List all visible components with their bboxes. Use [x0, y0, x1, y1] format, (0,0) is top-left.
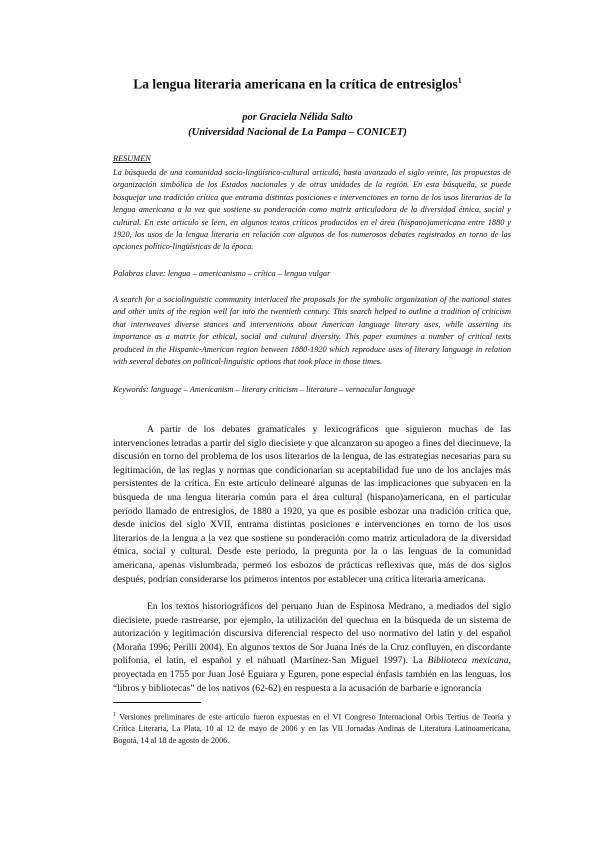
- footnote-mark: 1: [113, 712, 116, 718]
- book-title: Biblioteca mexicana: [427, 655, 509, 667]
- paragraph-text: En los textos historiográficos del peruano Juan de Espinosa Medrano, a mediados del siglo diecisiete, puede rastrearse, por ejemplo, la utilización del quechua en la búsqueda de un sistema de autorización y legitimación discursiva diferencial respecto del uso normativo del latín y del español (Moraña 1996; Perilli 2004). En algunos textos de Sor Juana Inés de la Cruz confluyen, en discordante polifonía, el latín, el español y el náhuatl (Martínez-San Miguel 1997). La: [113, 601, 511, 667]
- body-paragraph: A partir de los debates gramaticales y lexicográficos que siguieron muchas de las intervenciones letradas a partir del siglo diecisiete y que alcanzaron su apogeo a fines del diecinueve, la discusión en torno del problema de los usos literarios de la lengua, de las estrategias necesarias para su legitimación, de las reglas y normas que condicionarían su aceptabilidad fue uno de los anclajes más persistentes de la crítica. En este artículo delinearé algunas de las implicaciones que subyacen en la búsqueda de una lengua literaria común para el área cultural (hispano)americana, en el particular período llamado de entresiglos, de 1880 a 1920, ya que es posible esbozar una tradición crítica que, desde inicios del siglo XVII, entrama distintas posiciones e intervenciones en torno de los usos literarios de la lengua a la vez que sostiene su ponderación como matriz articuladora de la diversidad étnica, social y cultural. Desde este período, la pregunta por la o las lenguas de la comunidad americana, apenas vislumbrada, permeó los esbozos de prácticas reflexivas que, más de dos siglos después, podrían considerarse los primeros intentos por establecer una crítica literaria americana.: [113, 424, 511, 585]
- keywords: Keywords: language – Americanism – literary criticism – literature – vernacular language: [113, 385, 415, 394]
- resumen-heading: RESUMEN: [113, 154, 151, 163]
- article-title: [0, 76, 595, 93]
- author-name: por Graciela Nélida Salto: [242, 112, 353, 123]
- footnote-divider: [113, 702, 201, 703]
- footnote: [113, 710, 511, 746]
- abstract-text: A search for a sociolinguistic community interlaced the proposals for the symbolic organization of the national states and other units of the region well far into the twentieth century. This search helped to outline a tradition of criticism that interweaves diverse stances and interventions about American language literary uses, while asserting its importance as a matrix for ethical, social and cultural diversity. This paper examines a number of critical texts produced in the Hispanic-American region between 1880-1920 which reproduce uses of literary language in relation with several debates on political-linguistic options that took place in those times.: [113, 295, 511, 367]
- author-affiliation: (Universidad Nacional de La Pampa – CONICET): [188, 127, 407, 138]
- footnote-ref: 1: [457, 76, 462, 85]
- paragraph-text: , proyectada en 1755 por Juan José Eguiara y Eguren, pone especial énfasis también en las lenguas, los “libros y bibliotecas” de los nativos (62-62) en respuesta a la acusación de barbarie e ignorancia: [113, 655, 511, 694]
- body-paragraph: [113, 600, 511, 695]
- palabras-clave: Palabras clave: lengua – americanismo – crítica – lengua vulgar: [113, 269, 331, 278]
- author-block: [0, 110, 595, 140]
- resumen-text: La búsqueda de una comunidad socio-lingüístico-cultural articuló, hasta avanzado el siglo veinte, las propuestas de organización simbólica de los Estados nacionales y de otras unidades de la región. En esta búsqueda, se puede bosquejar una tradición crítica que entrama distintas posiciones e intervenciones en torno de los usos literarios de la lengua americana a la vez que sostiene su ponderación como matriz articuladora de la diversidad étnica, social y cultural. En este artículo se leen, en algunos textos críticos producidos en el área (hispano)americana entre 1880 y 1920, los usos de la lengua literaria en relación con algunos de los numerosos debates registrados en torno de las opciones político-lingüísticas de la época.: [113, 168, 511, 252]
- title-text: La lengua literaria americana en la crítica de entresiglos: [133, 76, 458, 92]
- footnote-text: Versiones preliminares de este artículo fueron expuestas en el VI Congreso Internacional Orbis Tertius de Teoría y Crítica Literaria, La Plata, 10 al 12 de mayo de 2006 y en las VII Jornadas Andinas de Literatura Latinoamericana, Bogotá, 14 al 18 de agosto de 2006.: [113, 712, 511, 745]
